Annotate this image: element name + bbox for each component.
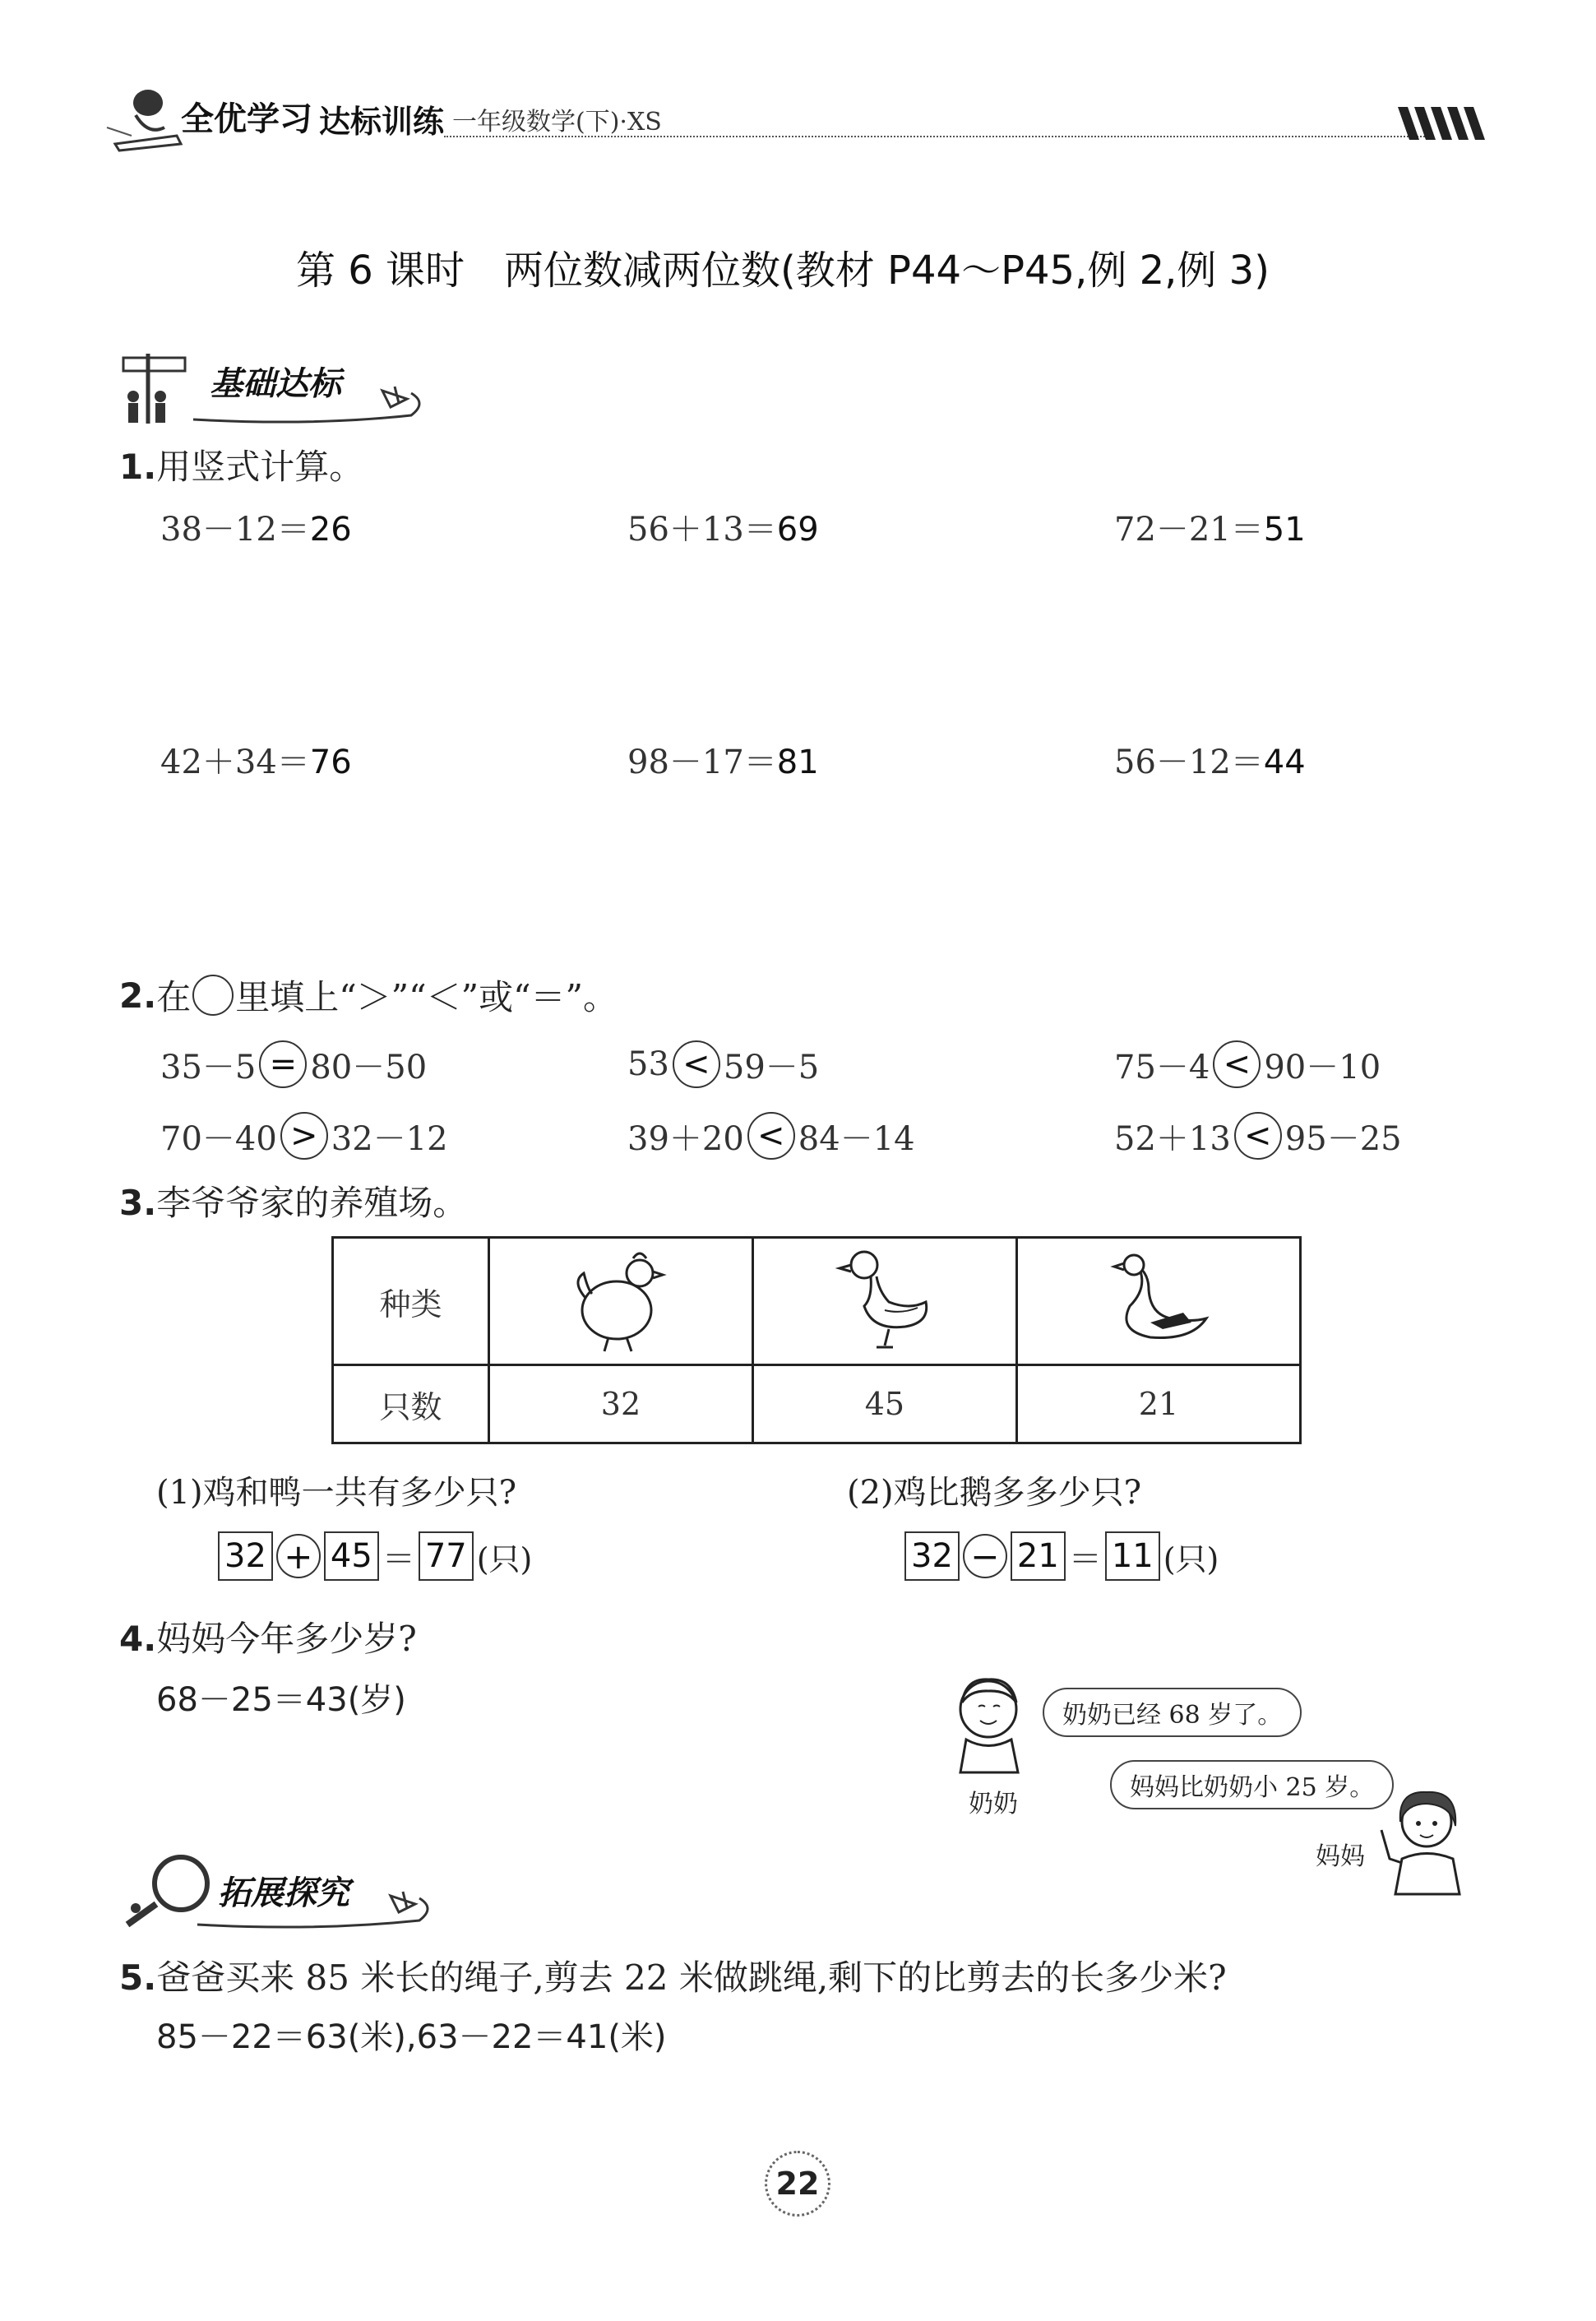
section-basic <box>115 345 428 428</box>
question-number: 4. <box>119 1619 157 1659</box>
answer-box: 21 <box>1011 1531 1066 1581</box>
question-text: 用竖式计算。 <box>156 447 364 487</box>
count-cell: 45 <box>752 1365 1016 1443</box>
unit-label: (只) <box>1163 1540 1219 1577</box>
section-swoosh <box>193 1883 436 1933</box>
answer-circle: < <box>673 1040 720 1088</box>
section-title-extend: 拓展探究 <box>218 1874 349 1912</box>
answer: 81 <box>776 744 819 781</box>
row-label: 只数 <box>333 1365 489 1443</box>
question-5 <box>119 1951 1227 2000</box>
farm-table <box>331 1236 1302 1444</box>
compare-item: 35－5 = 80－50 <box>160 1040 427 1088</box>
calc-item: 38－12＝26 <box>160 511 352 549</box>
header <box>99 78 1497 160</box>
answer: 76 <box>309 744 352 781</box>
book-subtitle: 一年级数学(下)·XS <box>452 108 662 137</box>
mom-label: 妈妈 <box>1316 1842 1365 1871</box>
answer-box: 32 <box>218 1531 273 1581</box>
duck-icon <box>831 1240 938 1355</box>
equals-sign: ＝ <box>1068 1540 1102 1578</box>
grandma-icon <box>946 1670 1036 1777</box>
answer-circle: < <box>747 1112 795 1160</box>
operator-circle: − <box>963 1534 1007 1578</box>
compare-item: 52＋13 < 95－25 <box>1114 1112 1402 1160</box>
question-number: 1. <box>119 447 157 487</box>
calc-item: 98－17＝81 <box>627 744 819 781</box>
equals-sign: ＝ <box>382 1540 415 1578</box>
answer-row-1 <box>218 1531 532 1581</box>
answer-circle: < <box>1213 1040 1261 1088</box>
compare-item: 53 < 59－5 <box>627 1040 819 1088</box>
table-row <box>333 1238 1301 1365</box>
question-3 <box>119 1176 467 1225</box>
chicken-cell <box>489 1238 753 1365</box>
subquestion-2: (2)鸡比鹅多多少只? <box>847 1474 1142 1512</box>
page-number: 22 <box>765 2151 830 2217</box>
answer: 51 <box>1263 511 1306 549</box>
lesson-title: 第 6 课时 两位数减两位数(教材 P44～P45,例 2,例 3) <box>296 248 1270 294</box>
question-number: 3. <box>119 1183 157 1223</box>
section-swoosh <box>189 378 428 428</box>
reading-kid-icon <box>99 78 189 152</box>
goose-icon <box>1101 1240 1216 1355</box>
answer-box: 11 <box>1105 1531 1160 1581</box>
calc-item: 42＋34＝76 <box>160 744 352 781</box>
question-4 <box>119 1612 417 1661</box>
question-2: 2. 在 里填上“＞”“＜”或“＝”。 <box>119 975 618 1017</box>
blank-circle-icon <box>192 975 234 1016</box>
goose-cell <box>1016 1238 1300 1365</box>
question-1 <box>119 440 363 489</box>
answer-circle: = <box>259 1040 307 1088</box>
section-title-basic: 基础达标 <box>210 365 341 403</box>
answer-box: 32 <box>904 1531 960 1581</box>
question-number: 2. <box>119 975 157 1016</box>
mom-icon <box>1377 1781 1476 1896</box>
compare-item: 70－40 > 32－12 <box>160 1112 448 1160</box>
chicken-icon <box>567 1240 674 1355</box>
answer: 26 <box>309 511 352 549</box>
series-name: 达标训练 <box>319 104 445 140</box>
speech-bubble-grandma: 奶奶已经 68 岁了。 <box>1043 1688 1302 1737</box>
brand-logo: 全优学习 <box>181 100 312 138</box>
answer-circle: < <box>1234 1112 1282 1160</box>
answer-row-2 <box>904 1531 1219 1581</box>
duck-cell <box>752 1238 1016 1365</box>
answer-box: 45 <box>324 1531 379 1581</box>
question-text: 李爷爷家的养殖场。 <box>156 1183 468 1223</box>
grandma-label: 奶奶 <box>969 1790 1018 1818</box>
compare-item: 75－4 < 90－10 <box>1114 1040 1381 1088</box>
unit-label: (只) <box>476 1540 533 1577</box>
calc-item: 72－21＝51 <box>1114 511 1306 549</box>
calc-item: 56＋13＝69 <box>627 511 819 549</box>
compare-item: 39＋20 < 84－14 <box>627 1112 915 1160</box>
section-extend <box>115 1846 436 1929</box>
table-row <box>333 1365 1301 1443</box>
answer-box: 77 <box>419 1531 474 1581</box>
count-cell: 32 <box>489 1365 753 1443</box>
answer-circle: > <box>280 1112 328 1160</box>
speech-bubble-mom: 妈妈比奶奶小 25 岁。 <box>1110 1760 1394 1809</box>
answer-text: 68－25＝43(岁) <box>156 1681 406 1719</box>
operator-circle: + <box>276 1534 321 1578</box>
row-label: 种类 <box>333 1238 489 1365</box>
question-text: 妈妈今年多少岁? <box>156 1619 417 1659</box>
question-text: 爸爸买来 85 米长的绳子,剪去 22 米做跳绳,剩下的比剪去的长多少米? <box>156 1957 1227 1998</box>
calc-item: 56－12＝44 <box>1114 744 1306 781</box>
question-number: 5. <box>119 1957 157 1998</box>
stripes-decoration <box>1398 107 1497 148</box>
answer: 44 <box>1263 744 1306 781</box>
count-cell: 21 <box>1016 1365 1300 1443</box>
answer: 69 <box>776 511 819 549</box>
answer-text: 85－22＝63(米),63－22＝41(米) <box>156 2018 667 2056</box>
subquestion-1: (1)鸡和鸭一共有多少只? <box>156 1474 517 1512</box>
